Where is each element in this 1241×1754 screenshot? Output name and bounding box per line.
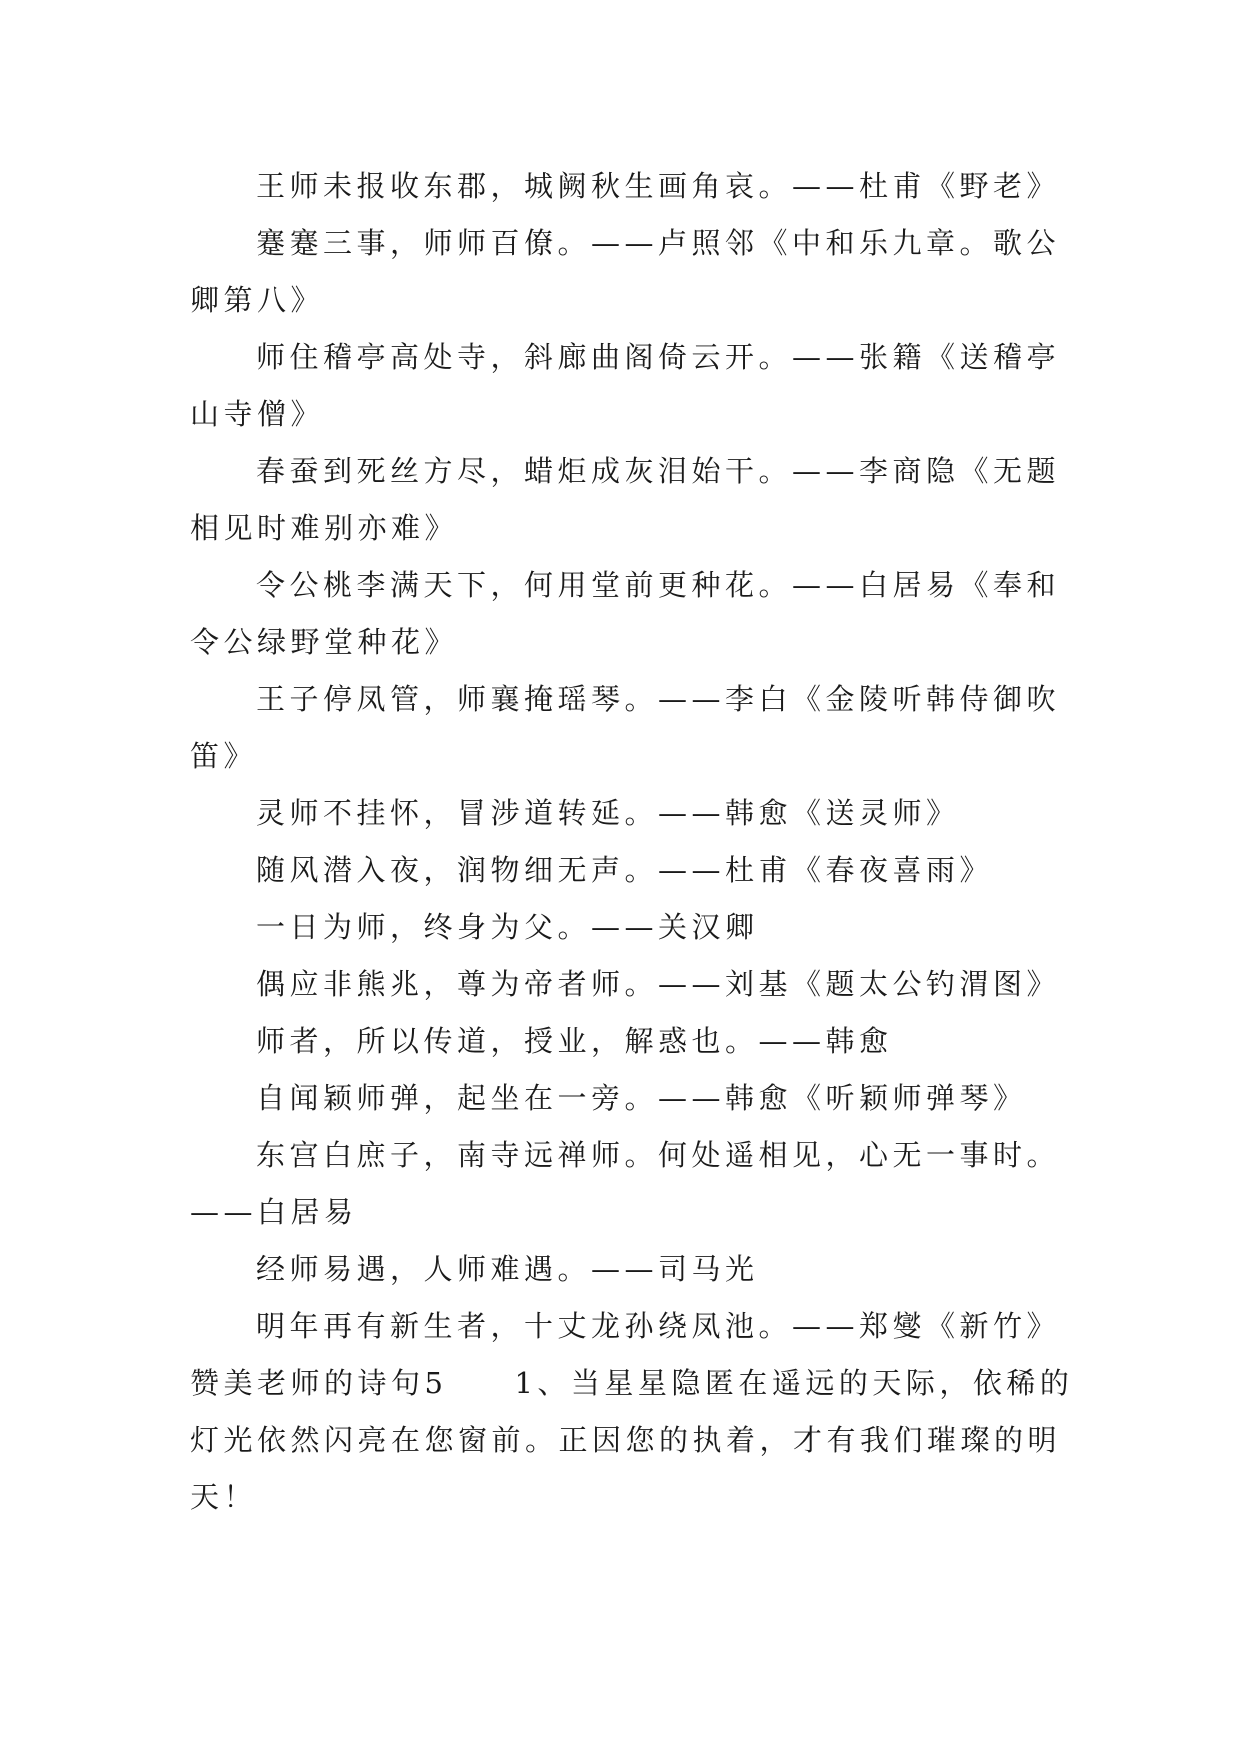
paragraph: 蹇蹇三事，师师百僚。——卢照邻《中和乐九章。歌公卿第八》: [190, 226, 1061, 317]
paragraph-section-heading: 赞美老师的诗句5 1、当星星隐匿在遥远的天际，依稀的灯光依然闪亮在您窗前。正因您的执着，才有我们璀璨的明天！: [190, 1366, 1074, 1514]
paragraph: 自闻颖师弹，起坐在一旁。——韩愈《听颖师弹琴》: [256, 1081, 1027, 1115]
paragraph: 明年再有新生者，十丈龙孙绕凤池。——郑燮《新竹》: [256, 1309, 1061, 1343]
paragraph: 师者，所以传道，授业，解惑也。——韩愈: [256, 1024, 893, 1058]
paragraph: 灵师不挂怀，冒涉道转延。——韩愈《送灵师》: [256, 796, 960, 830]
paragraph: 令公桃李满天下，何用堂前更种花。——白居易《奉和令公绿野堂种花》: [190, 568, 1061, 659]
paragraph: 东宫白庶子，南寺远禅师。何处遥相见，心无一事时。——白居易: [190, 1138, 1061, 1229]
paragraph: 一日为师，终身为父。——关汉卿: [256, 910, 759, 944]
paragraph: 随风潜入夜，润物细无声。——杜甫《春夜喜雨》: [256, 853, 994, 887]
paragraph: 偶应非熊兆，尊为帝者师。——刘基《题太公钓渭图》: [256, 967, 1061, 1001]
paragraph: 经师易遇，人师难遇。——司马光: [256, 1252, 759, 1286]
paragraph: 王子停凤管，师襄掩瑶琴。——李白《金陵听韩侍御吹笛》: [190, 682, 1061, 773]
paragraph: 王师未报收东郡，城阙秋生画角哀。——杜甫《野老》: [256, 169, 1061, 203]
paragraph: 春蚕到死丝方尽，蜡炬成灰泪始干。——李商隐《无题相见时难别亦难》: [190, 454, 1061, 545]
paragraph: 师住稽亭高处寺，斜廊曲阁倚云开。——张籍《送稽亭山寺僧》: [190, 340, 1061, 431]
document-body: [190, 158, 1074, 1526]
